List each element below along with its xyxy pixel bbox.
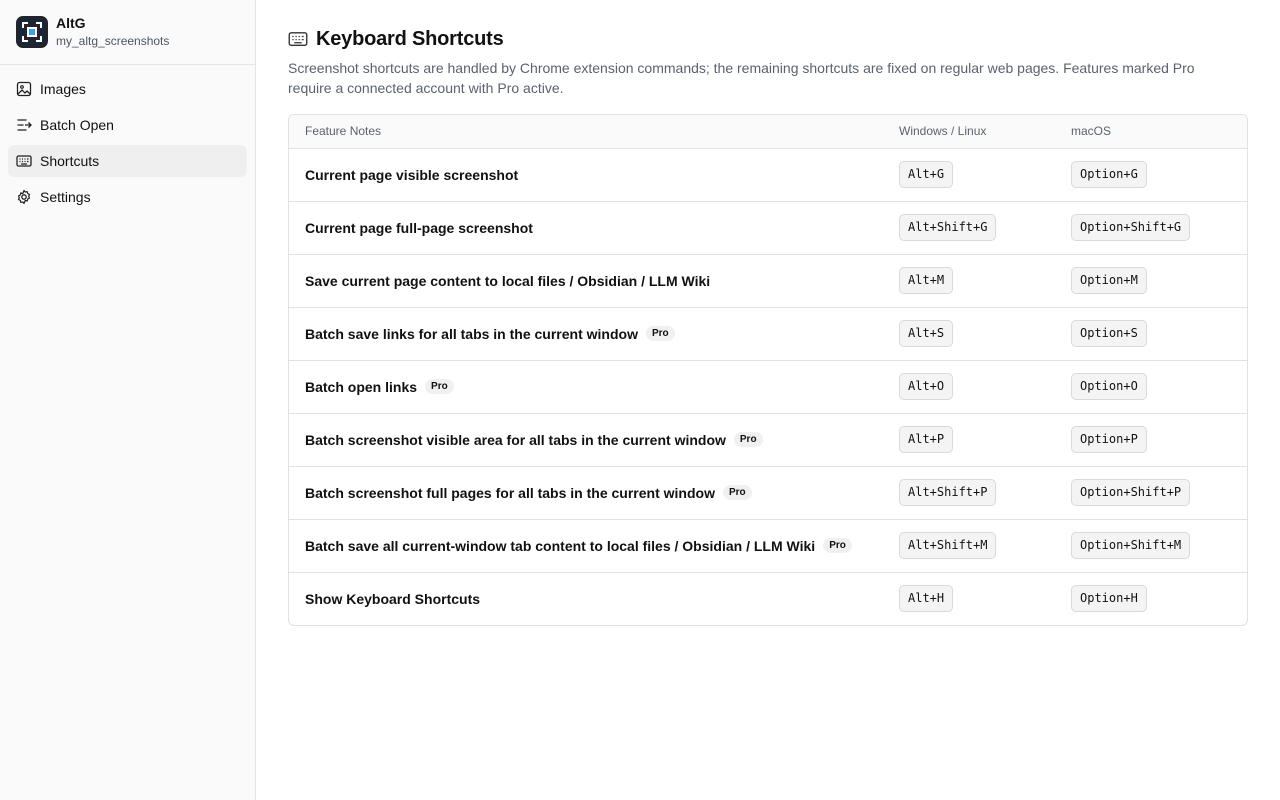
table-row <box>289 572 1247 625</box>
image-icon <box>16 81 32 97</box>
windows-shortcut-key: Alt+Shift+M <box>899 532 996 559</box>
macos-shortcut-cell <box>1055 148 1247 201</box>
table-row <box>289 413 1247 466</box>
shortcuts-table <box>288 114 1248 626</box>
windows-shortcut-cell <box>883 572 1055 625</box>
page-title: Keyboard Shortcuts <box>316 27 504 50</box>
brand-header <box>0 0 255 65</box>
sidebar-item-label: Images <box>40 81 86 97</box>
windows-shortcut-cell <box>883 254 1055 307</box>
sidebar-item-batch-open[interactable] <box>8 109 247 141</box>
sidebar-item-label: Batch Open <box>40 117 114 133</box>
windows-shortcut-key: Alt+S <box>899 320 953 347</box>
table-body <box>289 148 1247 625</box>
windows-shortcut-key: Alt+Shift+G <box>899 214 996 241</box>
macos-shortcut-cell <box>1055 466 1247 519</box>
table-row <box>289 307 1247 360</box>
pro-badge: Pro <box>823 538 852 553</box>
pro-badge: Pro <box>646 326 675 341</box>
windows-shortcut-key: Alt+G <box>899 161 953 188</box>
main-content <box>256 0 1280 800</box>
windows-shortcut-cell <box>883 519 1055 572</box>
windows-shortcut-key: Alt+O <box>899 373 953 400</box>
feature-name: Batch open links <box>305 378 418 395</box>
feature-name: Show Keyboard Shortcuts <box>305 590 481 607</box>
feature-name: Batch save links for all tabs in the current window <box>305 325 638 342</box>
keyboard-icon <box>16 153 32 169</box>
sidebar-item-settings[interactable] <box>8 181 247 213</box>
table-row <box>289 360 1247 413</box>
pro-badge: Pro <box>734 432 763 447</box>
feature-name: Batch screenshot visible area for all tabs in the current window <box>305 431 726 448</box>
feature-cell <box>289 201 883 254</box>
feature-cell <box>289 466 883 519</box>
sidebar-item-shortcuts[interactable] <box>8 145 247 177</box>
column-header-feature: Feature Notes <box>289 115 883 148</box>
macos-shortcut-key: Option+S <box>1071 320 1147 347</box>
sidebar-item-label: Shortcuts <box>40 153 100 169</box>
windows-shortcut-cell <box>883 413 1055 466</box>
sidebar-item-label: Settings <box>40 189 91 205</box>
feature-name: Save current page content to local files / Obsidian / LLM Wiki <box>305 272 711 289</box>
feature-name: Current page visible screenshot <box>305 166 519 183</box>
app-logo-icon <box>16 16 48 48</box>
windows-shortcut-key: Alt+Shift+P <box>899 479 996 506</box>
batch-open-icon <box>16 117 32 133</box>
windows-shortcut-cell <box>883 307 1055 360</box>
feature-cell <box>289 519 883 572</box>
feature-cell <box>289 413 883 466</box>
macos-shortcut-key: Option+H <box>1071 585 1147 612</box>
windows-shortcut-cell <box>883 466 1055 519</box>
table-row <box>289 254 1247 307</box>
table-row <box>289 519 1247 572</box>
macos-shortcut-cell <box>1055 360 1247 413</box>
windows-shortcut-key: Alt+H <box>899 585 953 612</box>
windows-shortcut-cell <box>883 148 1055 201</box>
keyboard-icon <box>288 29 308 49</box>
macos-shortcut-key: Option+Shift+G <box>1071 214 1190 241</box>
page-description: Screenshot shortcuts are handled by Chrome extension commands; the remaining shortcuts are fixed on regular web pages. Features marked Pro require a connected account with Pro active. <box>288 60 1195 96</box>
macos-shortcut-key: Option+G <box>1071 161 1147 188</box>
windows-shortcut-key: Alt+M <box>899 267 953 294</box>
macos-shortcut-cell <box>1055 254 1247 307</box>
macos-shortcut-cell <box>1055 201 1247 254</box>
macos-shortcut-key: Option+M <box>1071 267 1147 294</box>
column-header-windows: Windows / Linux <box>883 115 1055 148</box>
pro-badge: Pro <box>425 379 454 394</box>
pro-badge: Pro <box>723 485 752 500</box>
table-row <box>289 148 1247 201</box>
feature-cell <box>289 148 883 201</box>
feature-name: Batch save all current-window tab content to local files / Obsidian / LLM Wiki <box>305 537 816 554</box>
sidebar-nav <box>0 65 255 225</box>
windows-shortcut-cell <box>883 360 1055 413</box>
feature-cell <box>289 572 883 625</box>
sidebar <box>0 0 256 800</box>
page-header <box>288 26 1248 52</box>
feature-name: Batch screenshot full pages for all tabs in the current window <box>305 484 715 501</box>
app-name: AltG <box>56 15 86 31</box>
macos-shortcut-key: Option+P <box>1071 426 1147 453</box>
macos-shortcut-cell <box>1055 413 1247 466</box>
macos-shortcut-key: Option+Shift+P <box>1071 479 1190 506</box>
macos-shortcut-cell <box>1055 307 1247 360</box>
windows-shortcut-key: Alt+P <box>899 426 953 453</box>
sidebar-item-images[interactable] <box>8 73 247 105</box>
feature-cell <box>289 254 883 307</box>
macos-shortcut-cell <box>1055 519 1247 572</box>
macos-shortcut-cell <box>1055 572 1247 625</box>
table-row <box>289 201 1247 254</box>
windows-shortcut-cell <box>883 201 1055 254</box>
table-row <box>289 466 1247 519</box>
feature-cell <box>289 360 883 413</box>
app-subtitle: my_altg_screenshots <box>56 34 170 48</box>
macos-shortcut-key: Option+Shift+M <box>1071 532 1190 559</box>
column-header-macos: macOS <box>1055 115 1247 148</box>
table-header-row <box>289 115 1247 148</box>
feature-cell <box>289 307 883 360</box>
gear-icon <box>16 189 32 205</box>
macos-shortcut-key: Option+O <box>1071 373 1147 400</box>
feature-name: Current page full-page screenshot <box>305 219 533 236</box>
